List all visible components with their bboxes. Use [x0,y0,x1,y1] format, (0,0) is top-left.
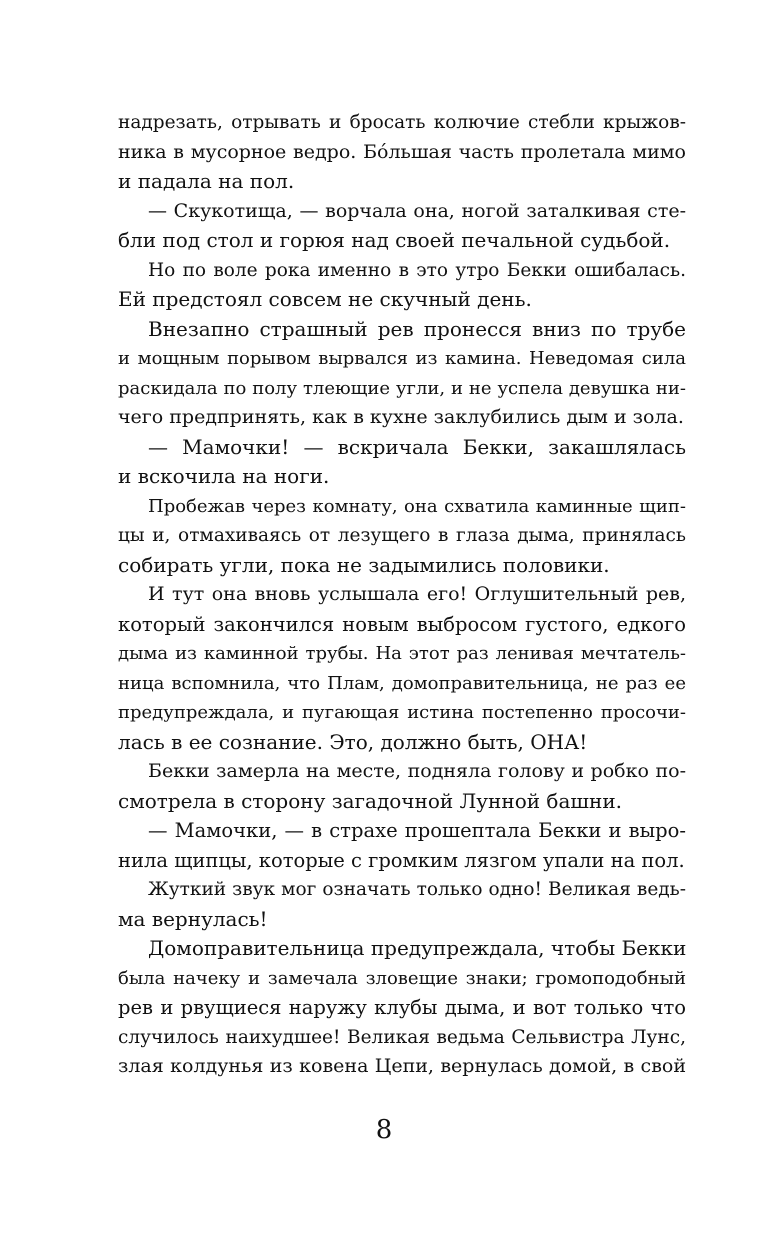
text-line: лась в ее сознание. Это, должно быть, ОНА! [118,729,588,754]
text-line: и мощным порывом вырвался из камина. Неведомая сила [118,348,686,369]
text-line: Внезапно страшный рев пронесся вниз по трубе [148,316,686,341]
text-line: нила щипцы, которые с громким лязгом упали на пол. [118,848,685,872]
text-line: раскидала по полу тлеющие угли, и не успела девушка ни- [118,377,686,399]
text-line: ница вспомнила, что Плам, домоправительница, не раз ее [118,672,686,694]
text-line: ма вернулась! [118,906,268,931]
text-line: И тут она вновь услышала его! Оглушительный рев, [148,583,686,605]
text-line: смотрела в сторону загадочной Лунной башни. [118,788,623,813]
text-line: предупреждала, и пугающая истина постепенно просочи- [118,702,686,723]
text-line: Но по воле рока именно в это утро Бекки ошибалась. [148,259,686,281]
text-line: чего предпринять, как в кухне заклубились дым и зола. [118,406,684,428]
text-line: рев и рвущиеся наружу клубы дыма, и вот только что [118,996,686,1019]
text-line: собирать угли, пока не задымились половики. [118,552,610,577]
text-line: — Скукотища, — ворчала она, ногой заталкивая сте- [148,199,686,222]
text-line: и вскочила на ноги. [118,464,330,488]
text-line: цы и, отмахиваясь от лезущего в глаза дыма, принялась [118,525,686,546]
text-line: — Мамочки! — вскричала Бекки, закашлялась [148,434,686,459]
text-line: Пробежав через комнату, она схватила каминные щип- [148,495,686,517]
page-number: 8 [375,1115,393,1145]
text-line: ника в мусорное ведро. Бóльшая часть пролетала мимо [118,140,686,163]
text-line: надрезать, отрывать и бросать колючие стебли крыжов- [118,112,686,133]
text-line: Домоправительница предупреждала, чтобы Бекки [148,936,687,960]
text-line: была начеку и замечала зловещие знаки; громоподобный [118,967,686,989]
text-line: бли под стол и горюя над своей печальной судьбой. [118,228,671,252]
text-line: Жуткий звук мог означать только одно! Великая ведь- [148,879,686,900]
text-line: злая колдунья из ковена Цепи, вернулась домой, в свой [118,1055,686,1077]
page-body [118,108,686,1082]
text-line: Бекки замерла на месте, подняла голову и робко по- [148,760,686,782]
text-line: — Мамочки, — в страхе прошептала Бекки и выро- [148,819,686,842]
text-line: случилось наихудшее! Великая ведьма Сельвистра Лунс, [118,1026,686,1048]
text-line: Ей предстоял совсем не скучный день. [118,287,532,311]
text-line: который закончился новым выбросом густого, едкого [118,612,686,636]
text-line: дыма из каминной трубы. На этот раз ленивая мечтатель- [118,643,686,664]
text-line: и падала на пол. [118,169,295,193]
